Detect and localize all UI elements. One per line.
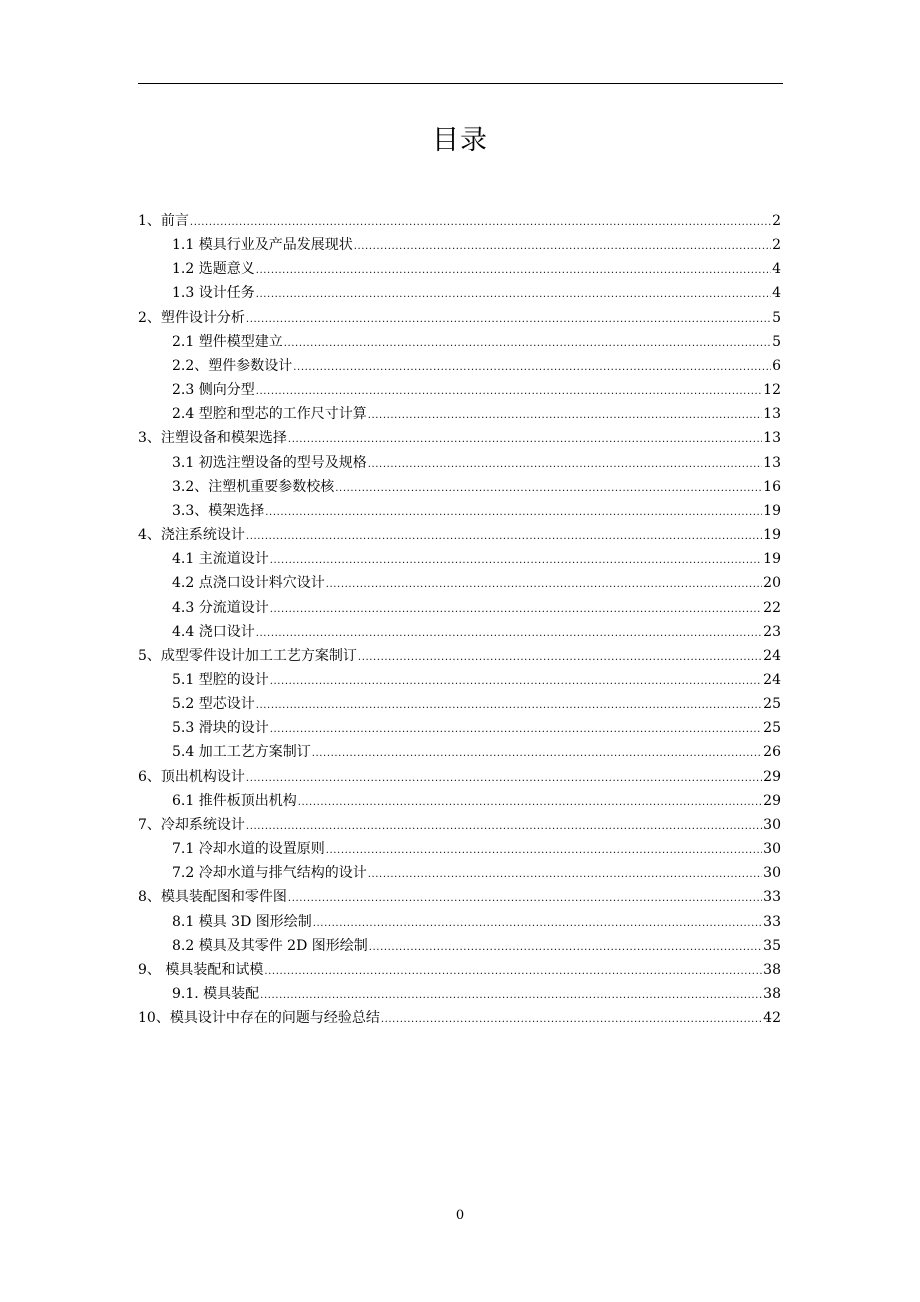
toc-entry-title: 1.1 模具行业及产品发展现状	[172, 237, 353, 254]
toc-entry[interactable]	[138, 281, 781, 305]
toc-entry-title: 1、前言	[138, 213, 189, 229]
toc-entry-page: 13	[763, 454, 781, 471]
toc-entry-page: 4	[772, 261, 781, 278]
toc-entry-title: 7.2 冷却水道与排气结构的设计	[172, 865, 367, 882]
toc-entry[interactable]	[138, 620, 781, 644]
toc-entry-title: 4.4 浇口设计	[172, 623, 255, 640]
toc-entry[interactable]	[138, 209, 781, 233]
toc-dot-leader	[326, 839, 762, 863]
toc-entry[interactable]	[138, 740, 781, 764]
toc-entry-title: 5.1 型腔的设计	[172, 671, 269, 688]
table-of-contents	[138, 209, 781, 1030]
toc-dot-leader	[265, 501, 762, 525]
toc-entry-page: 16	[763, 478, 781, 495]
toc-entry[interactable]	[138, 982, 781, 1006]
toc-entry-page: 5	[772, 333, 781, 350]
toc-entry-page: 33	[763, 889, 781, 906]
toc-entry[interactable]	[138, 402, 781, 426]
toc-dot-leader	[354, 235, 771, 259]
toc-entry-page: 19	[763, 502, 781, 519]
toc-entry-title: 8、模具装配图和零件图	[138, 889, 287, 906]
toc-entry-page: 29	[763, 768, 781, 785]
toc-entry-title: 4、浇注系统设计	[138, 527, 245, 544]
toc-entry[interactable]	[138, 958, 781, 982]
toc-dot-leader	[369, 936, 762, 960]
toc-entry[interactable]	[138, 257, 781, 281]
toc-dot-leader	[256, 283, 771, 307]
toc-entry-page: 2	[772, 237, 781, 254]
toc-entry-page: 22	[763, 599, 781, 616]
toc-entry[interactable]	[138, 499, 781, 523]
toc-entry[interactable]	[138, 885, 781, 909]
toc-entry-page: 13	[763, 406, 781, 423]
toc-entry[interactable]	[138, 668, 781, 692]
toc-entry[interactable]	[138, 1006, 781, 1030]
toc-entry-title: 2、塑件设计分析	[138, 309, 245, 326]
toc-entry-title: 1.3 设计任务	[172, 285, 255, 302]
toc-entry-page: 30	[763, 865, 781, 882]
toc-entry[interactable]	[138, 571, 781, 595]
toc-entry-page: 24	[763, 647, 781, 664]
toc-entry-page: 30	[763, 816, 781, 833]
toc-dot-leader	[313, 912, 762, 936]
page-title: 目录	[432, 125, 488, 156]
toc-entry[interactable]	[138, 692, 781, 716]
toc-entry-page: 42	[763, 1010, 781, 1027]
toc-entry-title: 7、冷却系统设计	[138, 816, 245, 833]
page-number: 0	[455, 1208, 465, 1223]
toc-entry[interactable]	[138, 523, 781, 547]
toc-entry-page: 30	[763, 841, 781, 858]
toc-dot-leader	[288, 887, 762, 911]
toc-entry-title: 3.3、模架选择	[172, 502, 265, 519]
toc-entry[interactable]	[138, 426, 781, 450]
toc-entry-title: 5.4 加工工艺方案制订	[172, 744, 311, 761]
toc-entry-title: 6.1 推件板顶出机构	[172, 792, 297, 809]
toc-dot-leader	[298, 791, 762, 815]
toc-entry-page: 20	[763, 575, 781, 592]
toc-dot-leader	[284, 332, 771, 356]
toc-entry-title: 2.2、塑件参数设计	[172, 357, 293, 374]
toc-entry[interactable]	[138, 837, 781, 861]
toc-entry-page: 12	[763, 382, 781, 399]
toc-dot-leader	[368, 453, 762, 477]
toc-dot-leader	[368, 404, 762, 428]
toc-entry-title: 8.1 模具 3D 图形绘制	[172, 913, 312, 930]
toc-entry-page: 33	[763, 913, 781, 930]
toc-entry-page: 25	[763, 696, 781, 713]
header-rule	[138, 83, 783, 84]
toc-entry-title: 1.2 选题意义	[172, 261, 255, 278]
toc-entry-title: 5.2 型芯设计	[172, 696, 255, 713]
toc-entry-page: 38	[763, 986, 781, 1002]
toc-entry-title: 9.1. 模具装配	[172, 986, 260, 1002]
toc-entry-title: 3、注塑设备和模架选择	[138, 430, 287, 447]
toc-dot-leader	[260, 984, 762, 1008]
toc-entry-page: 19	[763, 551, 781, 568]
toc-dot-leader	[256, 694, 762, 718]
toc-dot-leader	[190, 211, 771, 235]
toc-entry-title: 4.3 分流道设计	[172, 599, 269, 616]
toc-dot-leader	[368, 863, 762, 887]
toc-entry[interactable]	[138, 934, 781, 958]
toc-entry[interactable]	[138, 644, 781, 668]
toc-dot-leader	[381, 1008, 762, 1032]
toc-dot-leader	[288, 428, 762, 452]
toc-entry[interactable]	[138, 451, 781, 475]
toc-entry[interactable]	[138, 813, 781, 837]
toc-entry-title: 8.2 模具及其零件 2D 图形绘制	[172, 937, 368, 954]
toc-entry[interactable]	[138, 910, 781, 934]
toc-entry-title: 3.2、注塑机重要参数校核	[172, 478, 335, 495]
toc-dot-leader	[270, 670, 762, 694]
toc-entry[interactable]	[138, 716, 781, 740]
toc-entry-title: 2.3 侧向分型	[172, 382, 255, 399]
toc-entry-page: 24	[763, 671, 781, 688]
toc-dot-leader	[326, 573, 762, 597]
toc-entry-page: 5	[772, 309, 781, 326]
toc-dot-leader	[246, 815, 762, 839]
toc-entry-page: 6	[772, 357, 781, 374]
toc-entry-title: 5、成型零件设计加工工艺方案制订	[138, 647, 357, 664]
toc-dot-leader	[256, 622, 762, 646]
toc-entry-title: 3.1 初选注塑设备的型号及规格	[172, 454, 367, 471]
toc-dot-leader	[246, 308, 771, 332]
toc-entry[interactable]	[138, 475, 781, 499]
toc-dot-leader	[293, 356, 771, 380]
toc-entry-page: 26	[763, 744, 781, 761]
toc-entry[interactable]	[138, 861, 781, 885]
toc-entry-title: 9、 模具装配和试模	[138, 961, 264, 978]
toc-entry-title: 2.4 型腔和型芯的工作尺寸计算	[172, 406, 367, 423]
toc-entry-title: 4.2 点浇口设计料穴设计	[172, 575, 325, 592]
toc-dot-leader	[246, 525, 762, 549]
toc-dot-leader	[256, 259, 771, 283]
toc-entry-page: 13	[763, 430, 781, 447]
toc-entry-page: 23	[763, 623, 781, 640]
toc-entry-title: 4.1 主流道设计	[172, 551, 269, 568]
toc-dot-leader	[246, 767, 762, 791]
toc-entry-page: 35	[763, 937, 781, 954]
toc-entry[interactable]	[138, 330, 781, 354]
toc-dot-leader	[270, 718, 762, 742]
toc-entry-page: 25	[763, 720, 781, 737]
toc-entry-page: 19	[763, 527, 781, 544]
toc-entry-page: 2	[772, 213, 781, 229]
toc-entry[interactable]	[138, 306, 781, 330]
toc-dot-leader	[264, 960, 762, 984]
toc-entry-page: 38	[763, 961, 781, 978]
toc-entry-page: 4	[772, 285, 781, 302]
toc-dot-leader	[312, 742, 762, 766]
toc-entry[interactable]	[138, 354, 781, 378]
toc-entry[interactable]	[138, 378, 781, 402]
toc-entry[interactable]	[138, 596, 781, 620]
toc-entry[interactable]	[138, 789, 781, 813]
toc-entry-title: 6、顶出机构设计	[138, 768, 245, 785]
toc-entry-page: 29	[763, 792, 781, 809]
toc-dot-leader	[256, 380, 762, 404]
toc-entry-title: 5.3 滑块的设计	[172, 720, 269, 737]
toc-dot-leader	[270, 598, 762, 622]
toc-entry[interactable]	[138, 233, 781, 257]
toc-entry-title: 2.1 塑件模型建立	[172, 333, 283, 350]
toc-entry[interactable]	[138, 765, 781, 789]
toc-dot-leader	[335, 477, 762, 501]
toc-dot-leader	[358, 646, 762, 670]
toc-entry[interactable]	[138, 547, 781, 571]
toc-entry-title: 7.1 冷却水道的设置原则	[172, 841, 325, 858]
toc-entry-title: 10、模具设计中存在的问题与经验总结	[138, 1010, 380, 1027]
toc-dot-leader	[270, 549, 762, 573]
